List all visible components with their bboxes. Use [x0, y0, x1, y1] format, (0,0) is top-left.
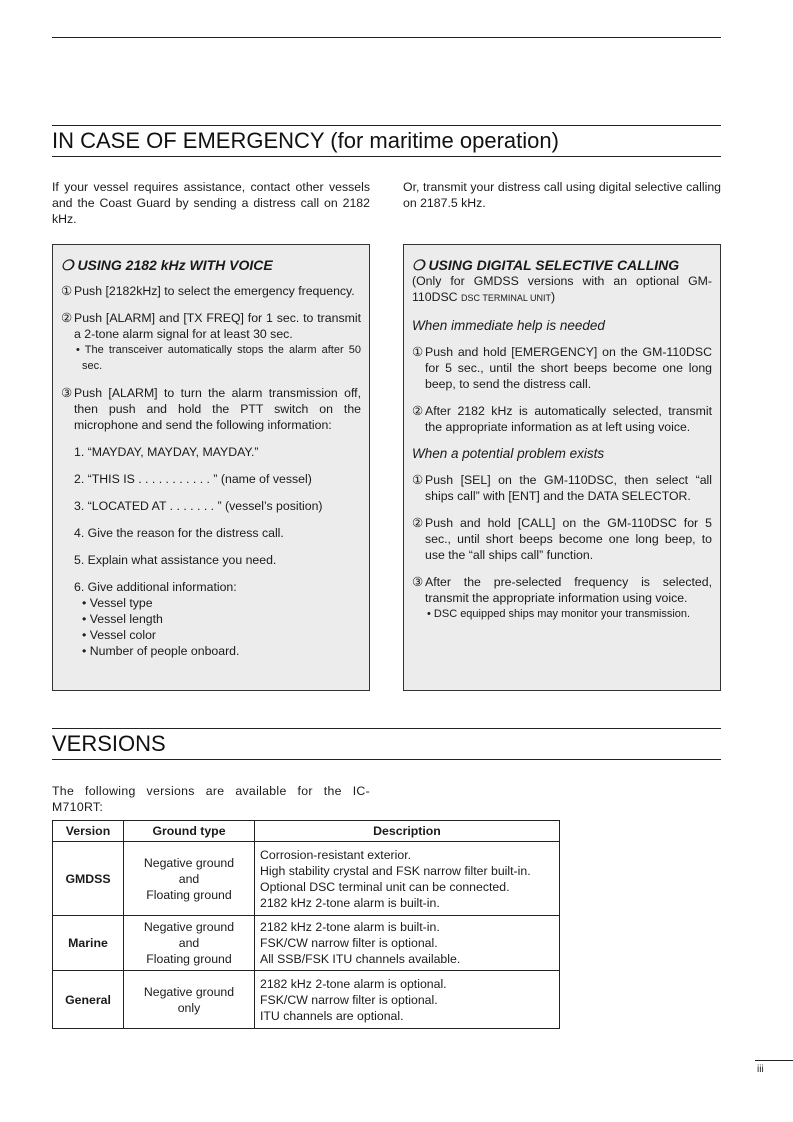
section-rule	[52, 728, 721, 729]
step-text: After 2182 kHz is automatically selected, transmit the appropriate information as at left using voice.	[425, 404, 712, 434]
ground-cell	[124, 971, 255, 1029]
intro-right: Or, transmit your distress call using digital selective calling on 2187.5 kHz.	[403, 180, 721, 210]
step-text: Push [SEL] on the GM-110DSC, then select “all ships call” with [ENT] and the DATA SELECTOR.	[425, 473, 712, 503]
step-text: Push [ALARM] and [TX FREQ] for 1 sec. to transmit a 2-tone alarm signal for at least 30 sec.	[74, 311, 361, 341]
additional-item: • Vessel color	[82, 628, 157, 642]
desc-line: Optional DSC terminal unit can be connected.	[260, 879, 510, 894]
info-item: 4. Give the reason for the distress call.	[74, 526, 284, 540]
desc-line: All SSB/FSK ITU channels available.	[260, 952, 461, 966]
subtitle-small: DSC TERMINAL UNIT	[461, 293, 552, 303]
step-text: Push and hold [EMERGENCY] on the GM-110DSC for 5 sec., until the short beeps become one long beep, to send the distress call.	[425, 345, 712, 391]
page-number: iii	[757, 1064, 764, 1075]
step-number: ①	[412, 345, 424, 359]
info-item: 5. Explain what assistance you need.	[74, 553, 277, 567]
desc-line: 2182 kHz 2-tone alarm is built-in.	[260, 920, 440, 934]
top-rule	[52, 37, 721, 38]
step-text: Push and hold [CALL] on the GM-110DSC for 5 sec., until short beeps become one long beep, to use the “all ships call” function.	[425, 516, 712, 562]
voice-step-3	[61, 385, 361, 433]
subtitle-text: (Only for GMDSS versions with an optional GM-110DSC	[412, 274, 712, 304]
ground-line: only	[177, 1000, 201, 1015]
dsc-subtitle	[412, 273, 712, 306]
table-row	[53, 842, 560, 916]
voice-title: ❍ USING 2182 kHz WITH VOICE	[61, 257, 273, 273]
description-cell	[255, 916, 560, 971]
desc-line: FSK/CW narrow filter is optional.	[260, 992, 438, 1007]
table-row	[53, 971, 560, 1029]
potential-step-3	[412, 574, 712, 622]
versions-heading: VERSIONS	[52, 731, 166, 756]
emergency-heading: IN CASE OF EMERGENCY (for maritime operation)	[52, 128, 559, 153]
ground-line: Negative ground	[143, 855, 235, 870]
dsc-box	[403, 244, 721, 691]
desc-line: FSK/CW narrow filter is optional.	[260, 936, 438, 950]
section-rule	[52, 125, 721, 126]
version-cell: General	[53, 971, 124, 1029]
ground-cell	[124, 916, 255, 971]
description-cell	[255, 842, 560, 916]
description-cell	[255, 971, 560, 1029]
versions-intro: The following versions are available for the IC-M710RT:	[52, 784, 370, 814]
desc-line: Corrosion-resistant exterior.	[260, 847, 412, 862]
step-text: Push [2182kHz] to select the emergency frequency.	[74, 284, 355, 298]
distress-info-list	[61, 444, 361, 659]
additional-item: • Vessel length	[82, 612, 163, 626]
section-rule	[52, 759, 721, 760]
versions-table	[52, 820, 560, 1029]
additional-item: • Number of people onboard.	[82, 644, 240, 658]
ground-line: Negative ground	[143, 984, 235, 999]
version-cell: GMDSS	[53, 842, 124, 916]
section-rule	[52, 156, 721, 157]
info-item: 6. Give additional information:	[74, 580, 237, 594]
immediate-heading: When immediate help is needed	[412, 318, 605, 333]
info-item: 3. “LOCATED AT . . . . . . . ” (vessel’s position)	[74, 499, 323, 513]
ground-line: and	[178, 871, 200, 886]
table-row	[53, 916, 560, 971]
desc-line: 2182 kHz 2-tone alarm is built-in.	[260, 895, 440, 910]
step-number: ①	[412, 473, 424, 487]
desc-line: 2182 kHz 2-tone alarm is optional.	[260, 976, 447, 991]
info-item: 1. “MAYDAY, MAYDAY, MAYDAY.”	[74, 445, 259, 459]
info-item: 2. “THIS IS . . . . . . . . . . . ” (name of vessel)	[74, 472, 312, 486]
step-number: ③	[412, 575, 424, 589]
voice-box	[52, 244, 370, 691]
ground-line: Floating ground	[146, 887, 232, 902]
potential-heading: When a potential problem exists	[412, 446, 605, 461]
dsc-title: ❍ USING DIGITAL SELECTIVE CALLING	[412, 257, 680, 273]
step-note: • DSC equipped ships may monitor your transmission.	[427, 608, 691, 620]
intro-left: If your vessel requires assistance, contact other vessels and the Coast Guard by sending a distress call on 2182 kHz.	[52, 180, 370, 226]
header-ground: Ground type	[124, 821, 255, 842]
subtitle-end: )	[551, 290, 556, 304]
potential-step-2	[412, 515, 712, 563]
potential-step-1	[412, 472, 712, 504]
step-number: ②	[61, 311, 73, 325]
step-number: ③	[61, 386, 73, 400]
voice-step-1	[61, 283, 361, 299]
header-version: Version	[53, 821, 124, 842]
step-number: ①	[61, 284, 73, 298]
additional-item: • Vessel type	[82, 596, 153, 610]
immediate-step-1	[412, 344, 712, 392]
ground-line: Negative ground	[143, 920, 235, 934]
step-note: • The transceiver automatically stops the alarm after 50 sec.	[76, 344, 361, 372]
step-text: After the pre-selected frequency is selected, transmit the appropriate information using voice.	[425, 575, 712, 605]
page-number-rule	[755, 1060, 793, 1061]
version-cell: Marine	[53, 916, 124, 971]
ground-line: and	[178, 936, 200, 950]
step-number: ②	[412, 516, 424, 530]
voice-step-2	[61, 310, 361, 374]
step-number: ②	[412, 404, 424, 418]
header-description: Description	[255, 821, 560, 842]
table-header	[53, 821, 560, 842]
ground-cell	[124, 842, 255, 916]
immediate-step-2	[412, 403, 712, 435]
ground-line: Floating ground	[146, 952, 232, 966]
desc-line: ITU channels are optional.	[260, 1008, 404, 1023]
desc-line: High stability crystal and FSK narrow filter built-in.	[260, 863, 531, 878]
step-text: Push [ALARM] to turn the alarm transmission off, then push and hold the PTT switch on the microphone and send the following information:	[74, 386, 361, 432]
